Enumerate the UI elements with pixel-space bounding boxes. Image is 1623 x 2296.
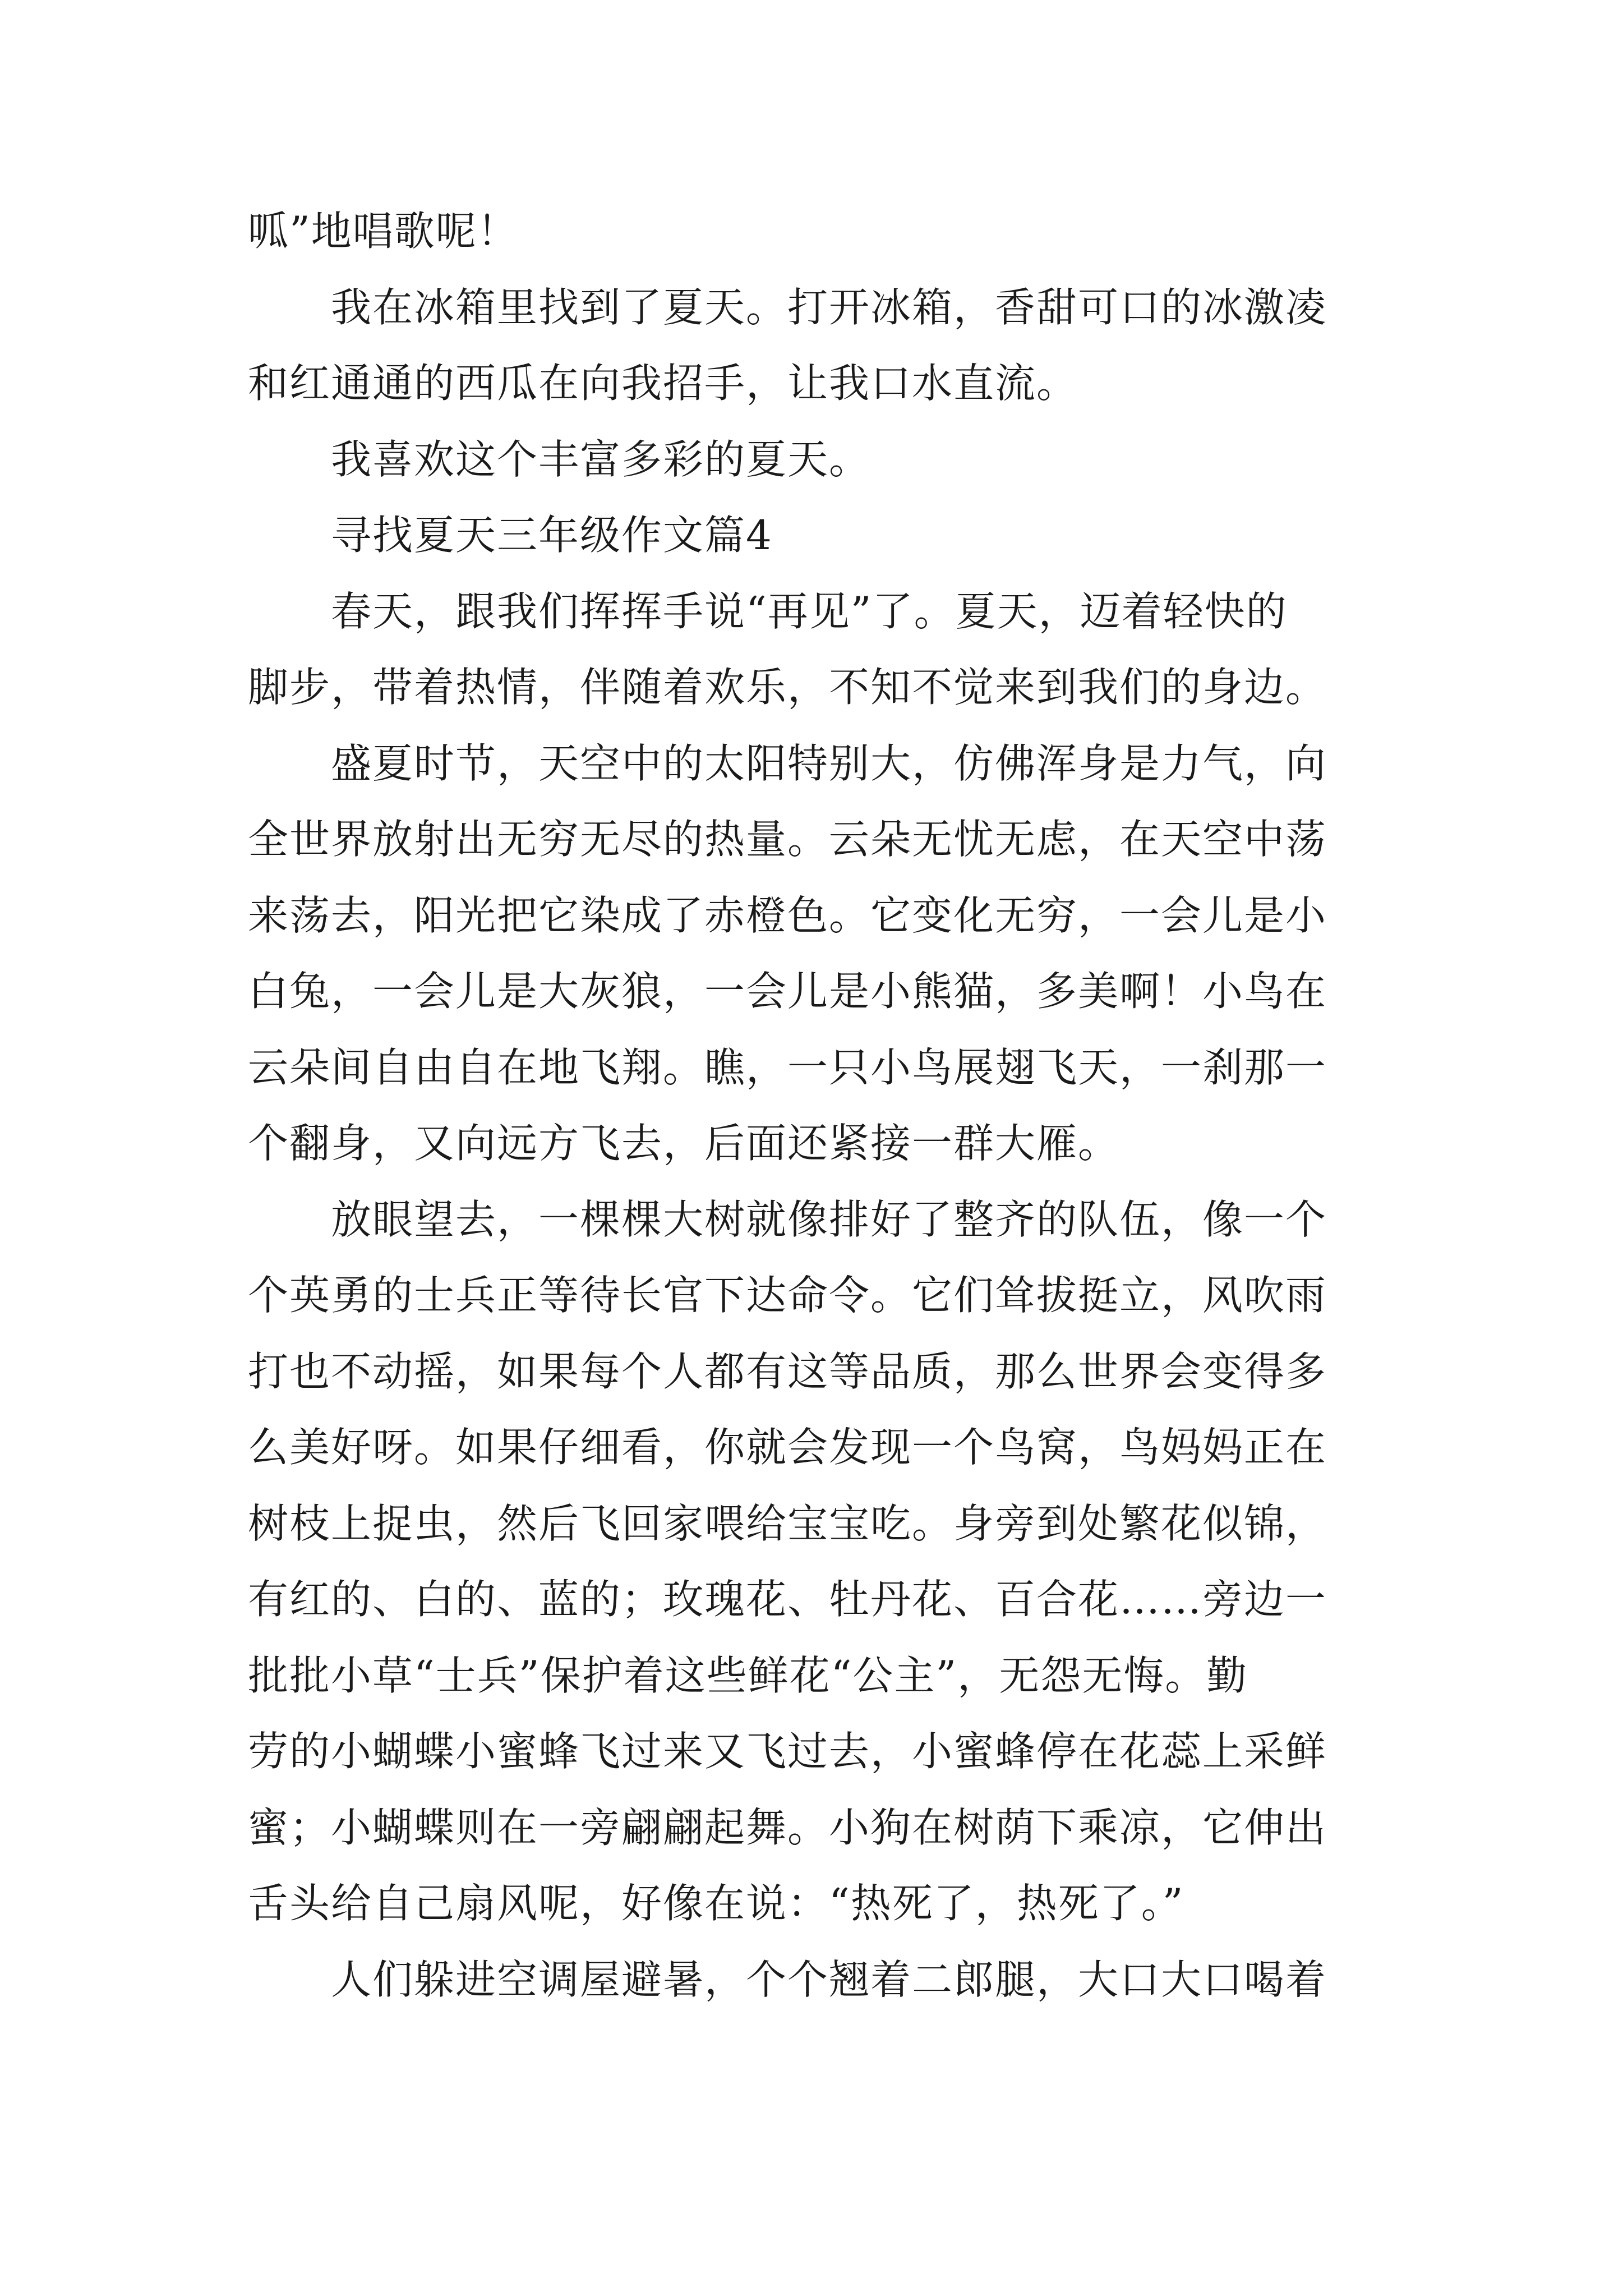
text-line: 舌头给自己扇风呢，好像在说：“热死了，热死了。” xyxy=(248,1880,1184,1927)
section-heading: 寻找夏天三年级作文篇4 xyxy=(331,512,773,559)
text-line: 个翻身，又向远方飞去，后面还紧接一群大雁。 xyxy=(248,1120,1120,1167)
text-line: 春天，跟我们挥挥手说“再见”了。夏天，迈着轻快的 xyxy=(331,587,1288,635)
text-line: 云朵间自由自在地飞翔。瞧，一只小鸟展翅飞天，一刹那一 xyxy=(248,1043,1327,1091)
text-line: 呱”地唱歌呢！ xyxy=(248,208,519,255)
text-line: 树枝上捉虫，然后飞回家喂给宝宝吃。身旁到处繁花似锦， xyxy=(248,1499,1327,1547)
text-line: 脚步，带着热情，伴随着欢乐，不知不觉来到我们的身边。 xyxy=(248,664,1327,711)
text-line: 和红通通的西瓜在向我招手，让我口水直流。 xyxy=(248,360,1078,407)
text-line: 批批小草“士兵”保护着这些鲜花“公主”，无怨无悔。勤 xyxy=(248,1651,1248,1699)
text-line: 打也不动摇，如果每个人都有这等品质，那么世界会变得多 xyxy=(248,1347,1327,1395)
text-line: 白兔，一会儿是大灰狼，一会儿是小熊猫，多美啊！小鸟在 xyxy=(248,968,1327,1015)
text-line: 放眼望去，一棵棵大树就像排好了整齐的队伍，像一个 xyxy=(331,1195,1327,1243)
text-line: 么美好呀。如果仔细看，你就会发现一个鸟窝，鸟妈妈正在 xyxy=(248,1424,1327,1471)
essay-text xyxy=(248,194,1403,2018)
text-line: 劳的小蝴蝶小蜜蜂飞过来又飞过去，小蜜蜂停在花蕊上采鲜 xyxy=(248,1728,1327,1775)
text-line: 我在冰箱里找到了夏天。打开冰箱，香甜可口的冰激凌 xyxy=(331,283,1327,331)
text-line: 个英勇的士兵正等待长官下达命令。它们耸拔挺立，风吹雨 xyxy=(248,1272,1327,1319)
text-line: 全世界放射出无穷无尽的热量。云朵无忧无虑，在天空中荡 xyxy=(248,816,1327,863)
text-line: 盛夏时节，天空中的太阳特别大，仿佛浑身是力气，向 xyxy=(331,739,1327,787)
text-line: 我喜欢这个丰富多彩的夏天。 xyxy=(331,435,871,483)
text-line: 来荡去，阳光把它染成了赤橙色。它变化无穷，一会儿是小 xyxy=(248,891,1327,939)
text-line: 蜜；小蝴蝶则在一旁翩翩起舞。小狗在树荫下乘凉，它伸出 xyxy=(248,1803,1327,1851)
text-line: 人们躲进空调屋避暑，个个翘着二郎腿，大口大口喝着 xyxy=(331,1955,1327,2003)
text-line: 有红的、白的、蓝的；玫瑰花、牡丹花、百合花……旁边一 xyxy=(248,1576,1327,1623)
